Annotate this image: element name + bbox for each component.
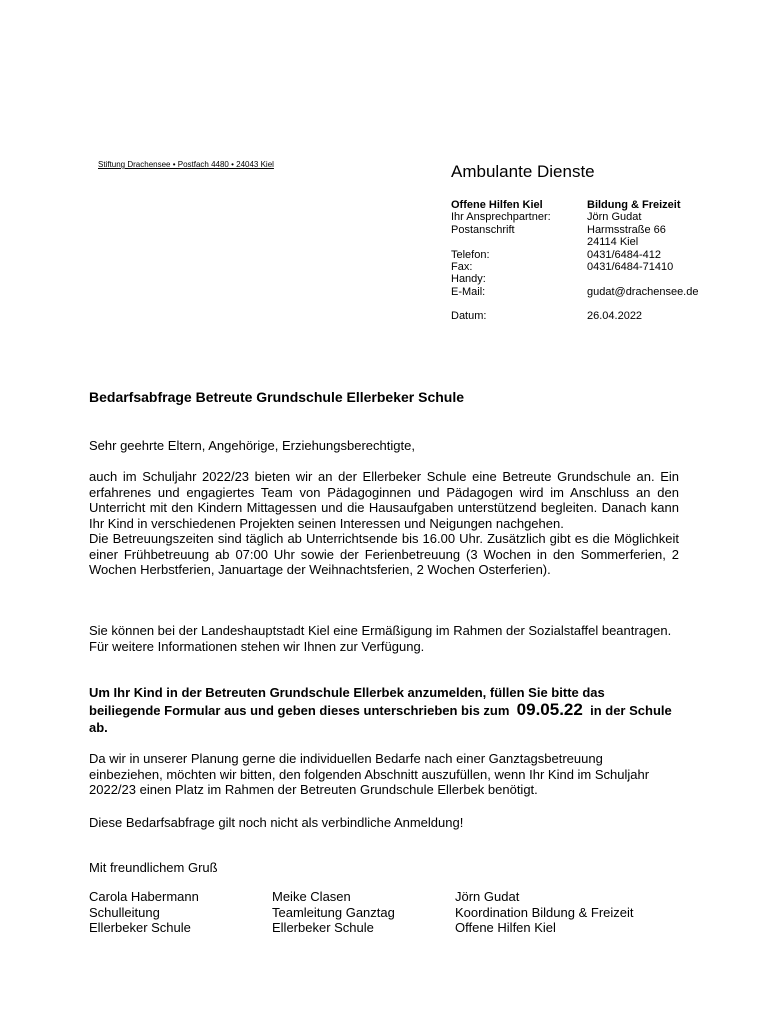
paragraph-intro-times: Die Betreuungszeiten sind täglich ab Unterrichtsende bis 16.00 Uhr. Zusätzlich gibt es die Möglichkeit einer Frühbetreuung ab 07:00 Uhr sowie der Ferienbetreuung (3 Wochen in den Sommerferien, 2 Wochen Herbstferien, Januartage der Weihnachtsferien, 2 Wochen Osterferien). [89,531,679,577]
letter-closing: Mit freundlichem Gruß [89,860,218,875]
phone-label: Telefon: [451,248,490,261]
registration-deadline: 09.05.22 [516,700,583,719]
paragraph-discount [89,623,679,654]
signature-name: Jörn Gudat [455,889,520,904]
signature-name: Carola Habermann [89,889,199,904]
letter-greeting: Sehr geehrte Eltern, Angehörige, Erziehungsberechtigte, [89,438,415,453]
paragraph-registration [89,684,679,736]
date-label: Datum: [451,310,487,323]
info-row-date [451,310,698,322]
info-row-mobile [451,273,698,285]
contact-label: Ihr Ansprechpartner: [451,211,551,224]
email-label: E-Mail: [451,285,486,298]
signature-role: Teamleitung Ganztag [272,904,395,920]
fax-value: 0431/6484-71410 [587,260,674,273]
paragraph-notice: Diese Bedarfsabfrage gilt noch nicht als verbindliche Anmeldung! [89,815,464,830]
info-row-city [451,236,698,248]
signature-org: Ellerbeker Schule [89,920,191,935]
contact-info-block [451,199,698,323]
signature-name: Meike Clasen [272,889,351,904]
paragraph-info-offer: Für weitere Informationen stehen wir Ihnen zur Verfügung. [89,638,425,654]
sender-address-line: Stiftung Drachensee • Postfach 4480 • 24043 Kiel [98,160,274,169]
paragraph-planning: Da wir in unserer Planung gerne die individuellen Bedarfe nach einer Ganztagsbetreuung einbeziehen, möchten wir bitten, den folgenden Abschnitt auszufüllen, wenn Ihr Kind im Schuljahr 2022/23 einen Platz im Rahmen der Betreuten Grundschule Ellerbek benötigt. [89,751,650,797]
registration-text-end: in der Schule ab. [89,703,672,735]
org-right: Bildung & Freizeit [587,199,681,211]
department-title: Ambulante Dienste [451,162,595,181]
info-row-phone [451,249,698,261]
signature-block [272,889,395,936]
paragraph-intro [89,469,679,578]
contact-value: Jörn Gudat [587,211,642,224]
signature-org: Ellerbeker Schule [272,920,374,935]
signature-role: Koordination Bildung & Freizeit [455,904,634,920]
paragraph-intro-offer: auch im Schuljahr 2022/23 bieten wir an der Ellerbeker Schule eine Betreute Grundschule an. Ein erfahrenes und engagiertes Team von Pädagoginnen und Pädagogen wird im Anschluss an den Unterricht mit den Kindern Mittagessen und die Hausaufgaben unterstützend begleiten. Danach kann Ihr Kind in verschiedenen Projekten seinen Interessen und Neigungen nachgehen. [89,469,679,531]
email-value: gudat@drachensee.de [587,285,699,298]
address-label: Postanschrift [451,223,515,236]
signature-role: Schulleitung [89,904,160,920]
info-row-email [451,286,698,298]
org-left: Offene Hilfen Kiel [451,199,543,211]
paragraph-discount-text: Sie können bei der Landeshauptstadt Kiel eine Ermäßigung im Rahmen der Sozialstaffel beantragen. [89,623,672,638]
registration-text: Um Ihr Kind in der Betreuten Grundschule Ellerbek anzumelden, füllen Sie bitte das beiliegende Formular aus und geben dieses unterschrieben bis zum [89,685,605,718]
info-row-organisation [451,199,698,211]
signature-block [455,889,634,936]
address-city: 24114 Kiel [587,236,639,249]
signature-org: Offene Hilfen Kiel [455,920,556,935]
letter-subject: Bedarfsabfrage Betreute Grundschule Ellerbeker Schule [89,389,465,405]
date-value: 26.04.2022 [587,310,643,323]
info-row-address [451,224,698,236]
phone-value: 0431/6484-412 [587,248,662,261]
signature-block [89,889,199,936]
mobile-label: Handy: [451,273,486,286]
info-row-fax [451,261,698,273]
address-street: Harmsstraße 66 [587,223,666,236]
info-row-contact [451,211,698,223]
fax-label: Fax: [451,260,473,273]
